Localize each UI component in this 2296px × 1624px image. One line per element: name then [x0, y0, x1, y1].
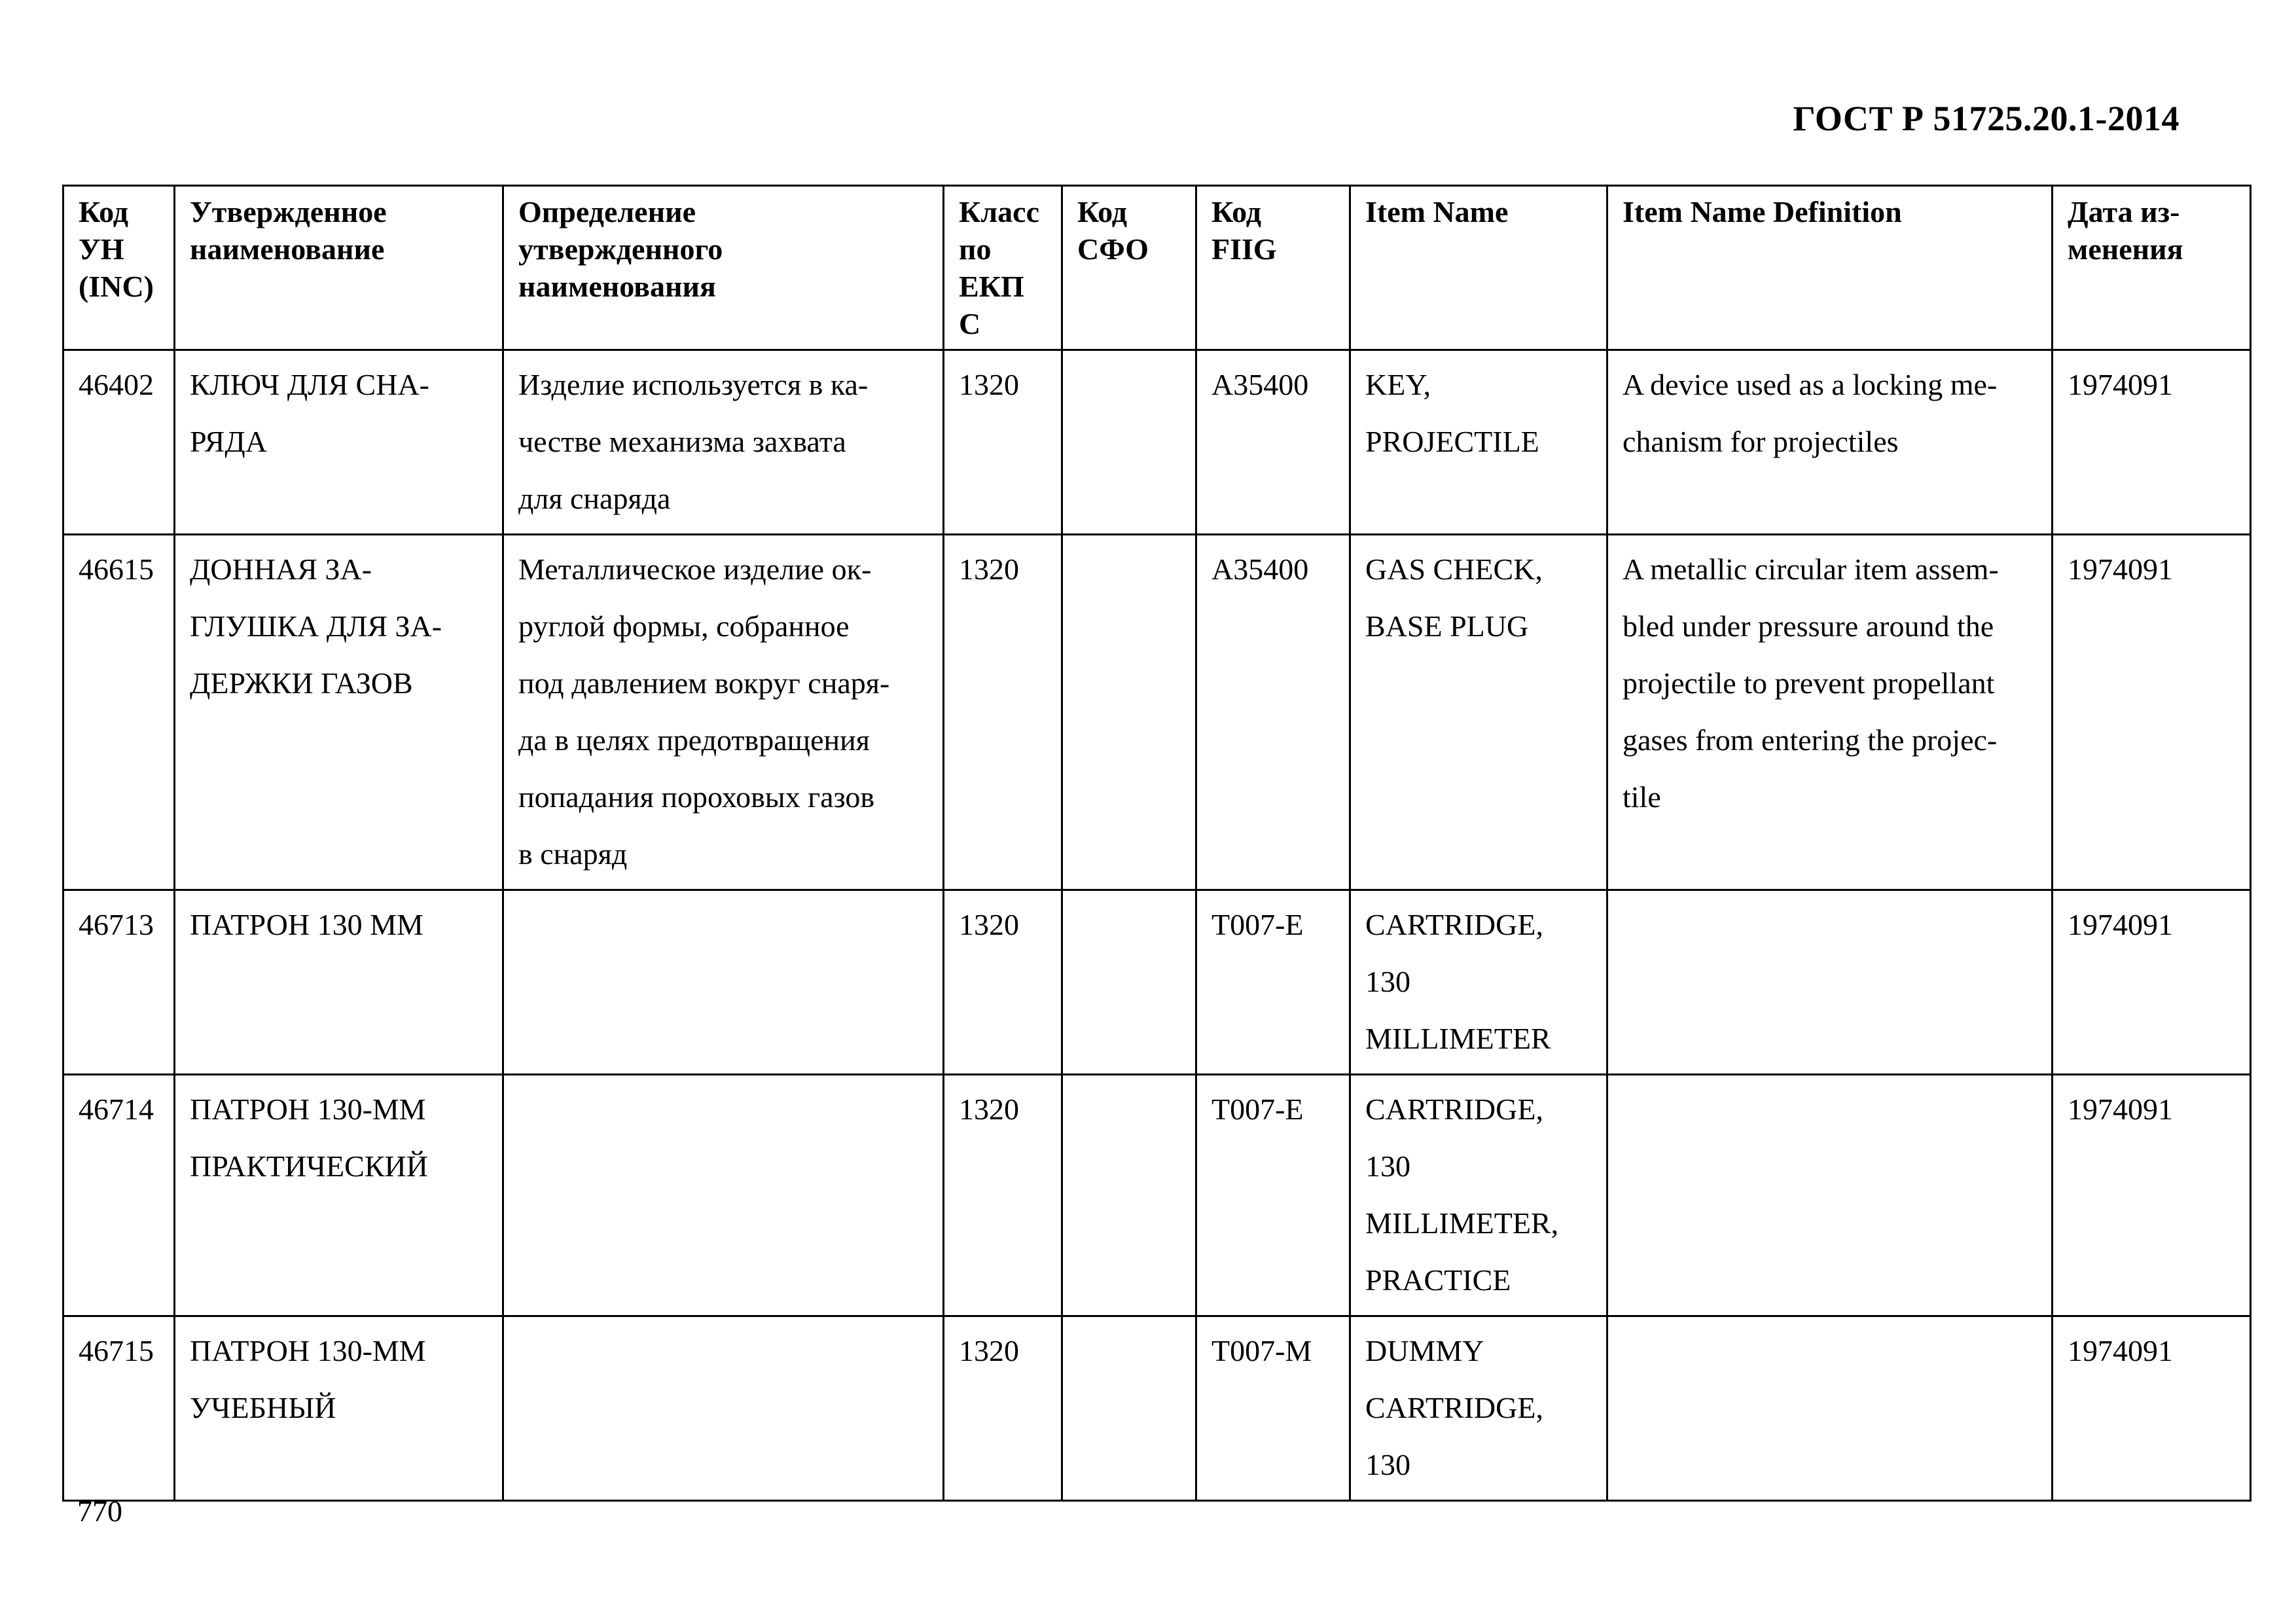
- cell-line: bled under pressure around the: [1623, 609, 1994, 643]
- cell-line: A metallic circular item assem-: [1623, 552, 1999, 586]
- document-code: ГОСТ Р 51725.20.1-2014: [1793, 99, 2179, 138]
- page-number: 770: [77, 1494, 122, 1528]
- cell-item-definition: [1607, 890, 2053, 1075]
- table-row: [63, 535, 2251, 890]
- cell-line: для снаряда: [518, 482, 671, 515]
- column-header-inc: [63, 186, 175, 350]
- cell-line: KEY,: [1365, 368, 1431, 401]
- cell-definition: [503, 535, 944, 890]
- cell-line: ГЛУШКА ДЛЯ ЗА-: [190, 609, 442, 643]
- cell-line: честве механизма захвата: [518, 425, 846, 458]
- cell-item-name: [1350, 1075, 1607, 1316]
- cell-definition: [503, 350, 944, 535]
- cell-sfo: [1062, 535, 1196, 890]
- cell-class: 1320: [944, 535, 1062, 890]
- cell-date: 1974091: [2053, 1075, 2251, 1316]
- cell-line: РЯДА: [190, 425, 267, 458]
- table-row: [63, 890, 2251, 1075]
- cell-item-name: [1350, 535, 1607, 890]
- cell-line: MILLIMETER: [1365, 1022, 1551, 1055]
- cell-line: tile: [1623, 780, 1661, 814]
- cell-sfo: [1062, 1075, 1196, 1316]
- cell-line: CARTRIDGE,: [1365, 1391, 1543, 1424]
- cell-item-definition: [1607, 535, 2053, 890]
- cell-date: 1974091: [2053, 890, 2251, 1075]
- column-header-line: Код: [1211, 195, 1262, 228]
- cell-name: [175, 535, 503, 890]
- cell-inc: 46713: [63, 890, 175, 1075]
- table-body: [63, 350, 2251, 1501]
- cell-class: 1320: [944, 350, 1062, 535]
- column-header-line: Дата из-: [2068, 195, 2180, 228]
- column-header-line: утвержденного: [518, 232, 723, 266]
- cell-line: 130: [1365, 1149, 1410, 1183]
- column-header-line: по: [959, 232, 992, 266]
- data-table: [62, 185, 2251, 1502]
- column-header-line: Утвержденное: [190, 195, 387, 228]
- cell-fiig: T007-M: [1196, 1316, 1350, 1501]
- column-header-line: Item Name: [1365, 195, 1509, 228]
- column-header-line: Item Name Definition: [1623, 195, 1902, 228]
- column-header-line: менения: [2068, 232, 2183, 266]
- column-header-line: УН: [79, 232, 124, 266]
- cell-date: 1974091: [2053, 350, 2251, 535]
- cell-fiig: T007-E: [1196, 890, 1350, 1075]
- cell-name: [175, 1316, 503, 1501]
- cell-line: PRACTICE: [1365, 1263, 1511, 1297]
- cell-line: ПРАКТИЧЕСКИЙ: [190, 1149, 428, 1183]
- cell-inc: 46615: [63, 535, 175, 890]
- cell-line: 130: [1365, 1448, 1410, 1481]
- cell-line: попадания пороховых газов: [518, 780, 875, 814]
- cell-line: ПАТРОН 130-ММ: [190, 1334, 426, 1367]
- cell-line: 130: [1365, 965, 1410, 998]
- cell-line: chanism for projectiles: [1623, 425, 1899, 458]
- column-header-fiig: [1196, 186, 1350, 350]
- cell-line: PROJECTILE: [1365, 425, 1539, 458]
- cell-definition: [503, 1316, 944, 1501]
- column-header-line: С: [959, 307, 981, 340]
- column-header-item-definition: [1607, 186, 2053, 350]
- cell-item-definition: [1607, 1075, 2053, 1316]
- column-header-line: Код: [79, 195, 129, 228]
- cell-line: под давлением вокруг снаря-: [518, 666, 890, 700]
- cell-line: CARTRIDGE,: [1365, 908, 1543, 941]
- cell-item-name: [1350, 1316, 1607, 1501]
- cell-item-name: [1350, 890, 1607, 1075]
- cell-line: gases from entering the projec-: [1623, 723, 1998, 757]
- cell-sfo: [1062, 350, 1196, 535]
- table-row: [63, 1316, 2251, 1501]
- column-header-sfo: [1062, 186, 1196, 350]
- cell-date: 1974091: [2053, 1316, 2251, 1501]
- cell-item-definition: [1607, 1316, 2053, 1501]
- column-header-line: FIIG: [1211, 232, 1277, 266]
- cell-name: [175, 350, 503, 535]
- cell-inc: 46714: [63, 1075, 175, 1316]
- cell-line: да в целях предотвращения: [518, 723, 870, 757]
- cell-line: УЧЕБНЫЙ: [190, 1391, 336, 1424]
- cell-fiig: A35400: [1196, 535, 1350, 890]
- column-header-definition: [503, 186, 944, 350]
- cell-class: 1320: [944, 1316, 1062, 1501]
- column-header-line: (INC): [79, 270, 154, 303]
- cell-line: Металлическое изделие ок-: [518, 552, 872, 586]
- cell-inc: 46715: [63, 1316, 175, 1501]
- cell-line: руглой формы, собранное: [518, 609, 850, 643]
- column-header-line: ЕКП: [959, 270, 1024, 303]
- column-header-line: Код: [1077, 195, 1128, 228]
- cell-line: GAS CHECK,: [1365, 552, 1543, 586]
- cell-sfo: [1062, 1316, 1196, 1501]
- cell-line: MILLIMETER,: [1365, 1206, 1559, 1240]
- cell-fiig: A35400: [1196, 350, 1350, 535]
- header-row: [63, 186, 2251, 350]
- cell-line: ПАТРОН 130-ММ: [190, 1092, 426, 1126]
- cell-name: [175, 890, 503, 1075]
- cell-sfo: [1062, 890, 1196, 1075]
- cell-definition: [503, 1075, 944, 1316]
- cell-line: DUMMY: [1365, 1334, 1484, 1367]
- cell-class: 1320: [944, 890, 1062, 1075]
- column-header-line: наименования: [518, 270, 716, 303]
- column-header-name: [175, 186, 503, 350]
- cell-name: [175, 1075, 503, 1316]
- cell-line: ДОННАЯ ЗА-: [190, 552, 372, 586]
- column-header-date: [2053, 186, 2251, 350]
- column-header-line: наименование: [190, 232, 385, 266]
- cell-line: CARTRIDGE,: [1365, 1092, 1543, 1126]
- cell-fiig: T007-E: [1196, 1075, 1350, 1316]
- cell-inc: 46402: [63, 350, 175, 535]
- cell-definition: [503, 890, 944, 1075]
- column-header-line: Определение: [518, 195, 696, 228]
- cell-line: ПАТРОН 130 ММ: [190, 908, 423, 941]
- column-header-class: [944, 186, 1062, 350]
- column-header-line: Класс: [959, 195, 1039, 228]
- cell-class: 1320: [944, 1075, 1062, 1316]
- cell-line: КЛЮЧ ДЛЯ СНА-: [190, 368, 430, 401]
- column-header-line: СФО: [1077, 232, 1149, 266]
- table-row: [63, 1075, 2251, 1316]
- table-row: [63, 350, 2251, 535]
- cell-line: ДЕРЖКИ ГАЗОВ: [190, 666, 413, 700]
- cell-line: projectile to prevent propellant: [1623, 666, 1995, 700]
- cell-line: BASE PLUG: [1365, 609, 1529, 643]
- cell-line: Изделие используется в ка-: [518, 368, 869, 401]
- column-header-item-name: [1350, 186, 1607, 350]
- cell-date: 1974091: [2053, 535, 2251, 890]
- cell-line: в снаряд: [518, 837, 628, 871]
- cell-item-definition: [1607, 350, 2053, 535]
- cell-line: A device used as a locking me-: [1623, 368, 1998, 401]
- cell-item-name: [1350, 350, 1607, 535]
